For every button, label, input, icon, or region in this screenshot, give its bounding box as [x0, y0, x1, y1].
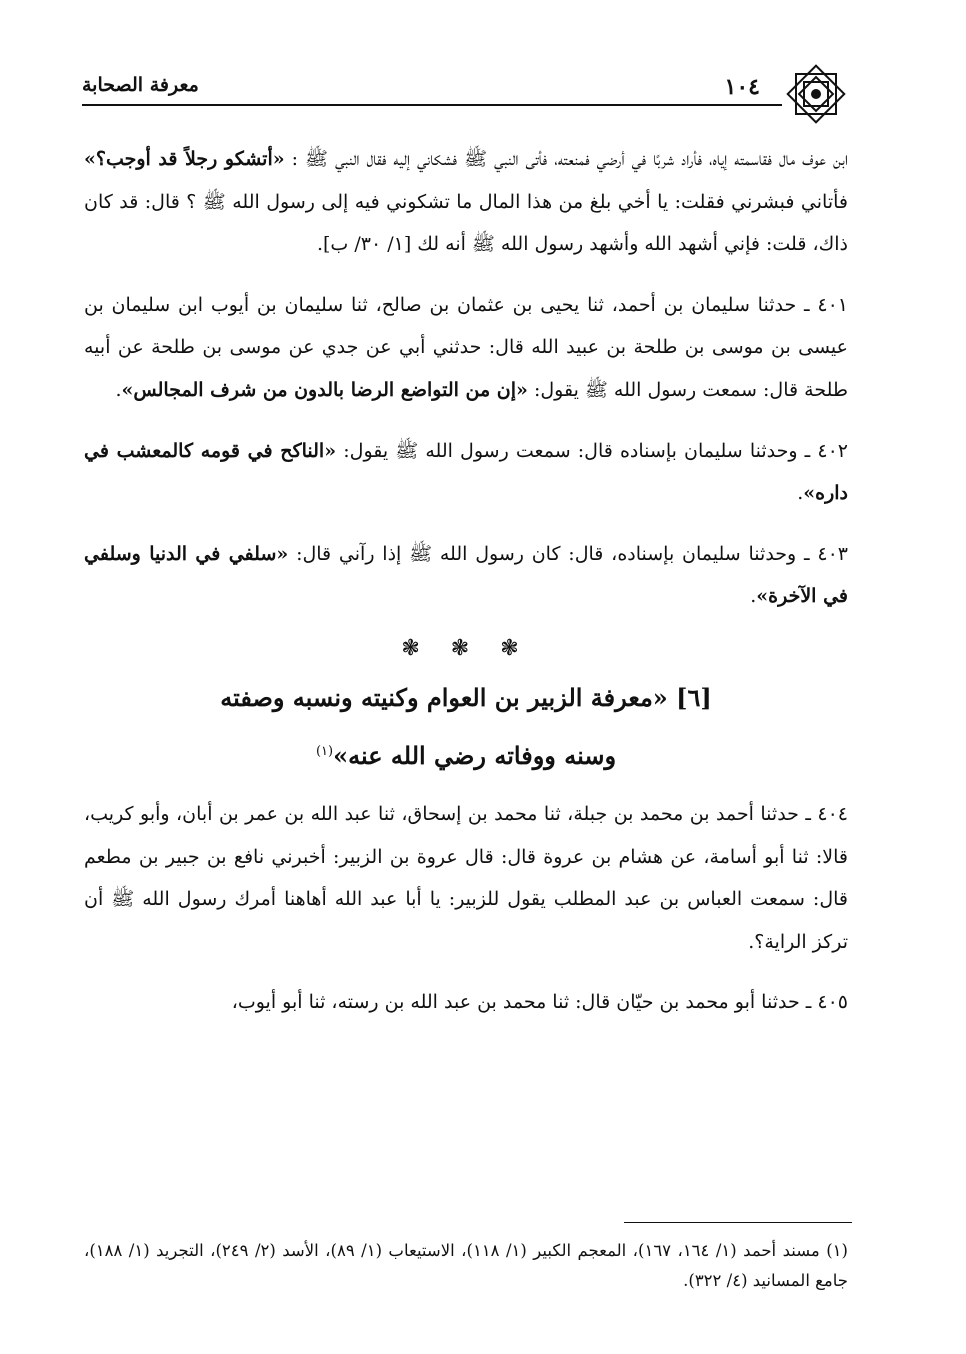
hadith-quote: «إن من التواضع الرضا بالدون من شرف المجالس» [121, 378, 528, 401]
end-dot: . [797, 482, 804, 505]
paragraph-continuation [84, 138, 848, 266]
header-rule [82, 104, 782, 106]
hadith-405: ٤٠٥ ـ حدثنا أبو محمد بن حيّان قال: ثنا محمد بن عبد الله بن رسته، ثنا أبو أيوب، [231, 991, 848, 1014]
hadith-quote: «أتشكو رجلاً قد أوجب؟» [84, 148, 285, 170]
page-header [82, 62, 848, 106]
chapter-heading [84, 671, 848, 783]
footnotes [84, 1236, 848, 1296]
hadith-text: ٤٠٣ ـ وحدثنا سليمان بإسناده، قال: كان رسول الله ﷺ إذا رآني قال: [296, 542, 849, 565]
octagram-ornament-icon [784, 62, 848, 126]
hadith-402 [84, 430, 848, 515]
hadith-403 [84, 533, 848, 618]
hadith-401 [84, 284, 848, 412]
end-dot: . [115, 378, 122, 401]
main-text [84, 138, 848, 1042]
end-dot: . [750, 585, 757, 608]
page-number: ١٠٤ [724, 74, 760, 100]
paragraph-text: فأتاني فبشرني فقلت: يا أخي بلغ من هذا المال ما تشكوني فيه إلى رسول الله ﷺ ؟ قال: قد كان ذاك، قلت: فإني أشهد الله وأشهد رسول الله ﷺ أنه لك [١/ ٣٠/ ب]. [84, 190, 848, 256]
footnote-1: (١) مسند أحمد (١/ ١٦٤، ١٦٧)، المعجم الكبير (١/ ١١٨)، الاستيعاب (١/ ٨٩)، الأسد (٢/ ٢٤٩)، التجريد (١/ ١٨٨)، جامع المسانيد (٤/ ٣٢٢). [84, 1241, 848, 1290]
hadith-quote: «سلفي في الدنيا وسلفي في الآخرة» [84, 542, 848, 608]
section-separator: ❃ ❃ ❃ [401, 635, 531, 661]
footnote-rule [624, 1222, 852, 1223]
hadith-404: ٤٠٤ ـ حدثنا أحمد بن محمد بن جبلة، ثنا محمد بن إسحاق، ثنا عبد الله بن عمر بن أبان، وأبو كريب، قالا: ثنا أبو أسامة، عن هشام بن عروة قال: قال عروة بن الزبير: أخبرني نافع بن جبير بن مطعم قال: سمعت العباس بن عبد المطلب يقول للزبير: يا أبا عبد الله أهاهنا أمرك رسول الله ﷺ أن تركز الراية؟. [84, 802, 848, 953]
chapter-heading-line-1: [٦] «معرفة الزبير بن العوام وكنيته ونسبه وصفته [220, 682, 712, 712]
paragraph-text: ابن عوف مال فقاسمته إياه، فأراد شربًا في أرضي فمنعته، فأتى النبي ﷺ فشكاني إليه فقال النبي ﷺ : [291, 148, 848, 170]
running-title: معرفة الصحابة [82, 74, 199, 96]
hadith-quote: «الناكح في قومه كالمعشب في داره» [84, 439, 848, 505]
hadith-text: ٤٠٢ ـ وحدثنا سليمان بإسناده قال: سمعت رسول الله ﷺ يقول: [343, 439, 848, 462]
chapter-heading-text: وسنه ووفاته رضي الله عنه» [333, 740, 617, 770]
hadith-text: ٤٠١ ـ حدثنا سليمان بن أحمد، ثنا يحيى بن عثمان بن صالح، ثنا سليمان بن أيوب ابن سليمان بن عيسى بن موسى بن طلحة بن عبيد الله قال: حدثني أبي عن جدي عن موسى بن طلحة عن أبيه طلحة قال: سمعت رسول الله ﷺ يقول: [84, 293, 848, 401]
footnote-reference: (١) [315, 743, 334, 759]
chapter-heading-line-2 [84, 725, 848, 783]
